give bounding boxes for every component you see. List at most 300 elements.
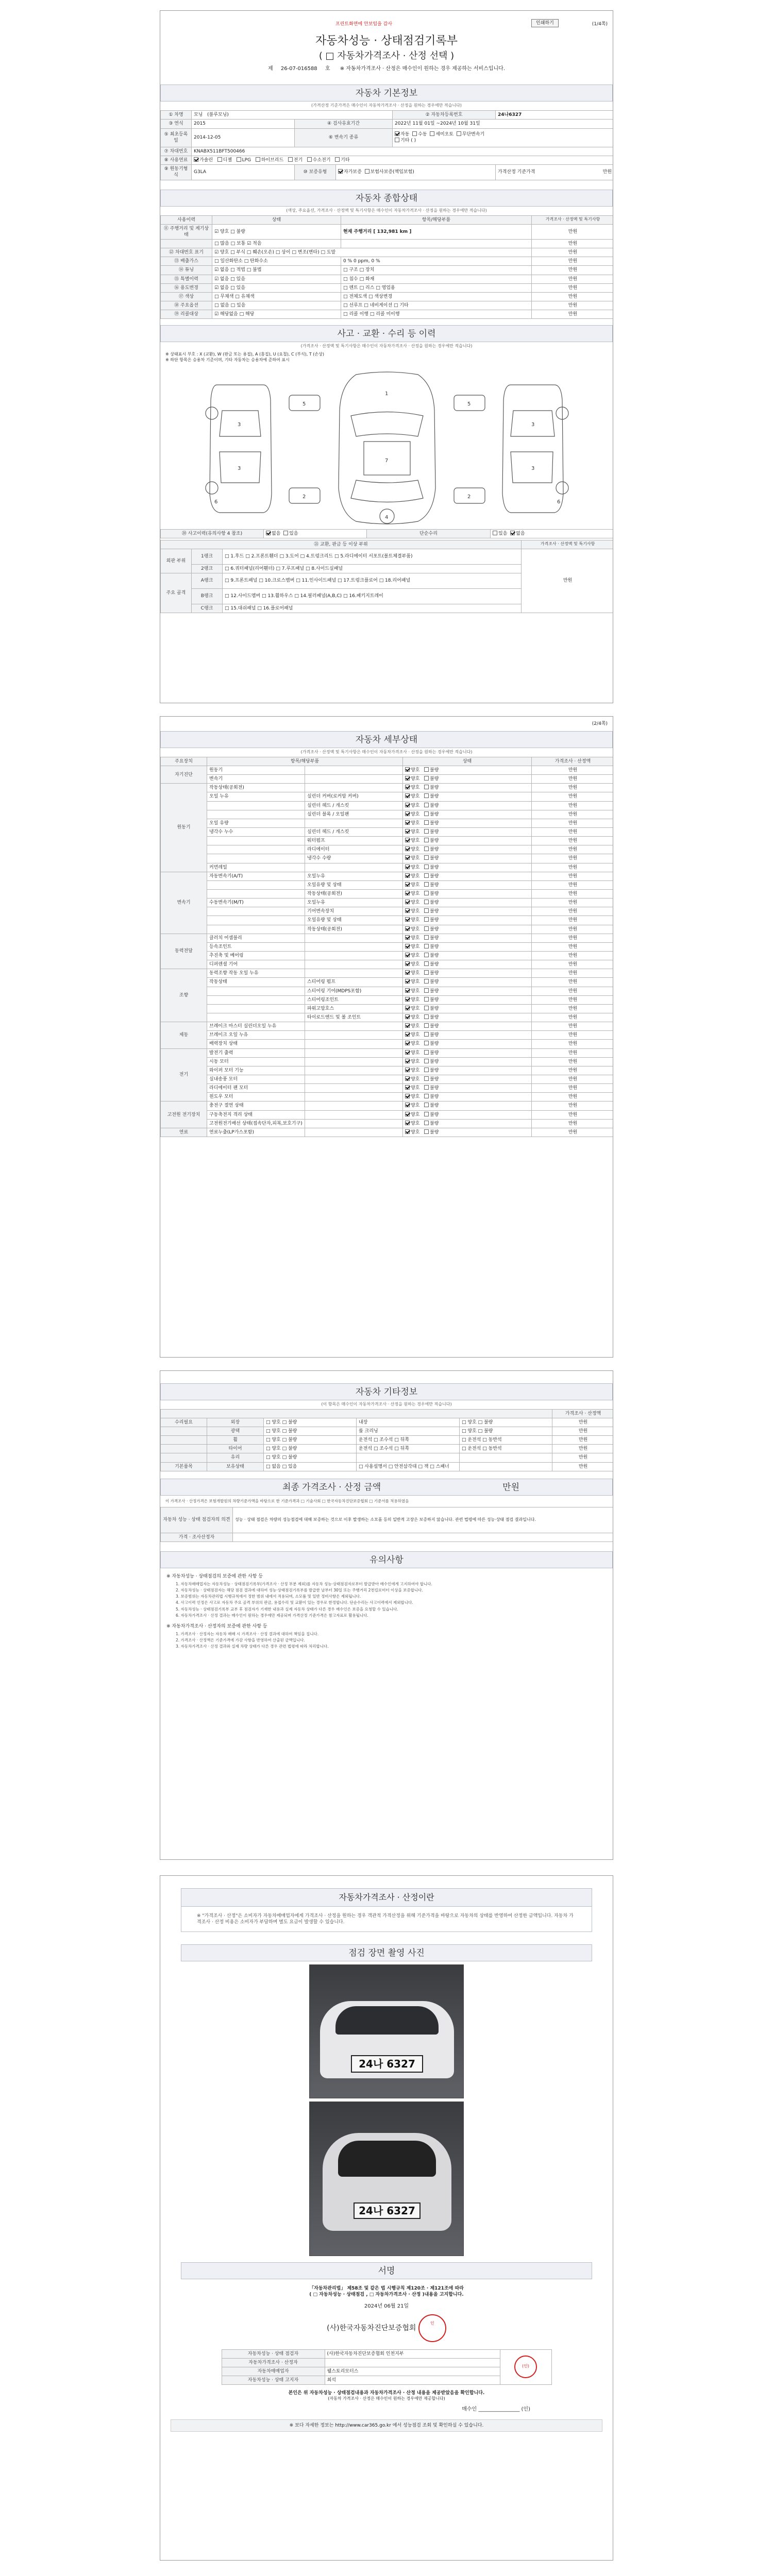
etc-cell: □ 없음 □ 있음	[264, 1462, 357, 1471]
detail-row	[161, 1110, 614, 1119]
etc-row	[161, 1462, 614, 1471]
overall-title: 자동차 종합상태	[160, 190, 613, 207]
detail-part: 스티어링 펌프	[305, 978, 403, 987]
detail-price: 만원	[532, 1093, 613, 1101]
col-state: 상태	[212, 215, 341, 224]
detail-row	[161, 837, 614, 845]
trans-options: 자동 수동 세미오토 무단변속기 기타 ( )	[393, 128, 613, 147]
etc-cell: □ 운전석 □ 동반석	[460, 1436, 552, 1445]
detail-item: 디퍼렌셜 기어	[207, 960, 305, 969]
detail-col-state: 상태	[403, 757, 532, 766]
basic-info-title: 자동차 기본정보	[160, 84, 613, 101]
detail-item: 자동변속기(A/T)	[207, 872, 305, 880]
detail-row	[161, 1031, 614, 1040]
detail-group-label: 제동	[161, 1022, 207, 1048]
row-vin-state: ☑ 양호 □ 부식 □ 훼손(오손) □ 상이 □ 변조(변타) □ 도말	[212, 248, 532, 257]
detail-state: 양호 불량	[403, 1128, 532, 1137]
detail-part: 타이로드엔드 및 볼 조인트	[305, 1013, 403, 1022]
reg-label: ② 자동차등록번호	[393, 111, 496, 120]
detail-state: 양호 불량	[403, 969, 532, 978]
etc-price: 만원	[552, 1427, 613, 1436]
svg-text:3: 3	[238, 421, 241, 428]
basic-info-sub: (가격산정 기준가격은 매수인이 자동차가격조사 · 산정을 원하는 경우에만 적습니다)	[311, 103, 462, 108]
rank-c-items: □ 15.대쉬패널 □ 16.플로어패널	[223, 604, 522, 613]
detail-price: 만원	[532, 1048, 613, 1057]
print-button[interactable]: 인쇄하기	[531, 19, 559, 27]
accident-table: ⑳ 사고이력(유의사항 4 참조) 없음 있음 단순수리 있음 없음	[160, 529, 613, 538]
etc-cell: 광택	[207, 1427, 264, 1436]
detail-row	[161, 916, 614, 925]
price-person-label: 가격 · 조사산정자	[161, 1533, 233, 1541]
dealer-name: 웰스토리모터스	[325, 2367, 500, 2376]
etc-cell	[161, 1427, 207, 1436]
etc-row	[161, 1436, 614, 1445]
detail-item: 냉각수 누수	[207, 828, 305, 837]
period-value: 2022년 11월 01일 ~2024년 10월 31일	[393, 120, 613, 128]
detail-item: 배력장치 상태	[207, 1040, 305, 1048]
detail-row	[161, 1119, 614, 1128]
etc-row	[161, 1453, 614, 1462]
detail-part	[305, 1093, 403, 1101]
detail-row	[161, 1093, 614, 1101]
warranty-options: 자가보증 보험사보증(책임보험)	[336, 164, 496, 180]
vin-value: KNABX511BFT500466	[192, 147, 614, 156]
detail-row	[161, 810, 614, 819]
etc-cell	[161, 1436, 207, 1445]
etc-cell: □ 양호 □ 불량	[264, 1418, 357, 1427]
notifier-name: 최석	[325, 2376, 500, 2384]
detail-price: 만원	[532, 1101, 613, 1110]
rank-1-items: □ 1.후드 □ 2.프론트휀더 □ 3.도어 □ 4.트렁크리드 □ 5.라디에이터 서포트(볼트체결부품)	[223, 549, 522, 564]
detail-price: 만원	[532, 1119, 613, 1128]
detail-part	[305, 1066, 403, 1075]
etc-cell	[460, 1462, 552, 1471]
car-name: 모닝	[194, 112, 203, 118]
detail-state: 양호 불량	[403, 766, 532, 775]
detail-item: 고전원전기배선 상태(접속단자,피복,보호기구)	[207, 1119, 305, 1128]
etc-cell: 유리	[207, 1453, 264, 1462]
bottom-notice: ※ 보다 자세한 정보는 http://www.car365.go.kr 에서 성능점검 조회 및 확인하실 수 있습니다.	[171, 2419, 602, 2432]
detail-row	[161, 889, 614, 898]
detail-item: 등속조인트	[207, 942, 305, 951]
detail-part	[305, 819, 403, 827]
caution-line: 1. 가격조사 · 산정자는 자동차 매매 시 가격조사 · 산정 결과에 대하여 책임을 집니다.	[176, 1631, 319, 1636]
detail-group-label: 조향	[161, 969, 207, 1022]
fuel-label: ⑧ 사용연료	[161, 156, 192, 164]
detail-group-label: 전기	[161, 1048, 207, 1101]
detail-price: 만원	[532, 845, 613, 854]
rank-b-items: □ 12.사이드멤버 □ 13.휠하우스 □ 14.필러패널(A,B,C) □ 16.패키지트레이	[223, 588, 522, 604]
detail-state: 양호 불량	[403, 810, 532, 819]
simple-repair-label: 단순수리	[367, 529, 491, 538]
detail-part	[305, 960, 403, 969]
opinion-table	[160, 1507, 613, 1542]
inspection-photo-rear	[309, 2102, 464, 2256]
detail-price: 만원	[532, 899, 613, 907]
opinion-label: 자동차 성능 · 상태 점검자의 의견	[161, 1507, 233, 1533]
detail-part	[305, 1119, 403, 1128]
detail-part: 냉각수 수량	[305, 854, 403, 863]
detail-price: 만원	[532, 1110, 613, 1119]
dealer-seal: (인)	[514, 2355, 537, 2378]
detail-part: 라디에이터	[305, 845, 403, 854]
detail-price: 만원	[532, 1022, 613, 1031]
detail-row	[161, 942, 614, 951]
confirm-text: 본인은 위 자동차성능 · 상태점검내용과 자동차가격조사 · 산정 내용을 제공받았음을 확인합니다.	[288, 2391, 485, 2396]
row-special-label: ⑮ 특별이력	[161, 275, 212, 283]
detail-price: 만원	[532, 775, 613, 784]
detail-group-label: 변속기	[161, 872, 207, 934]
detail-item	[207, 845, 305, 854]
svg-text:5: 5	[303, 401, 306, 407]
detail-item: 오일 유량	[207, 819, 305, 827]
detail-price: 만원	[532, 1128, 613, 1137]
detail-item: 작동상태(공회전)	[207, 784, 305, 792]
detail-col-price: 가격조사 · 산정액	[532, 757, 613, 766]
detail-item	[207, 987, 305, 995]
detail-row	[161, 801, 614, 810]
etc-cell: 내장	[357, 1418, 460, 1427]
trans-semi-check[interactable]	[430, 131, 434, 136]
doc-subtitle: ( □ 자동차가격조사 · 산정 선택 )	[318, 50, 455, 61]
detail-state: 양호 불량	[403, 951, 532, 960]
detail-part: 오일누유	[305, 872, 403, 880]
detail-row	[161, 863, 614, 872]
detail-item: 오일 누유	[207, 792, 305, 801]
detail-item: 브레이크 오일 누유	[207, 1031, 305, 1040]
detail-row	[161, 819, 614, 827]
detail-row	[161, 1084, 614, 1093]
detail-state: 양호 불량	[403, 1110, 532, 1119]
detail-part	[305, 1101, 403, 1110]
detail-state: 양호 불량	[403, 1084, 532, 1093]
svg-text:3: 3	[531, 421, 535, 428]
detail-part	[305, 775, 403, 784]
page-number-2: (2/4쪽)	[592, 721, 608, 726]
detail-part	[305, 784, 403, 792]
detail-item: 연료누출(LP가스포함)	[207, 1128, 305, 1137]
doc-notice: ※ 자동차가격조사 · 산정은 매수인이 원하는 경우 제공하는 서비스입니다.	[340, 65, 506, 72]
detail-price: 만원	[532, 1066, 613, 1075]
accident-sub: (가격조사 · 산정액 및 특기사항은 매수인이 자동차가격조사 · 산정을 원하는 경우에만 적습니다)	[300, 344, 473, 349]
row-color-label: ⑰ 색상	[161, 292, 212, 301]
detail-state: 양호 불량	[403, 1075, 532, 1083]
car-diagram	[160, 364, 613, 529]
row-emission-detail: 0 % 0 ppm, 0 %	[341, 257, 532, 266]
etc-cell: 운전석 □ 조수석 □ 뒤쪽	[357, 1436, 460, 1445]
detail-state: 양호 불량	[403, 792, 532, 801]
row-odo-label: ⑪ 주행거리 및 계기상태	[161, 224, 212, 239]
detail-item: 발전기 출력	[207, 1048, 305, 1057]
detail-state: 양호 불량	[403, 775, 532, 784]
etc-cell: □ 운전석 □ 동반석	[460, 1445, 552, 1453]
detail-part: 기어변속장치	[305, 907, 403, 916]
about-box	[181, 1888, 592, 1932]
row-odo-state: ☑ 양호 □ 불량	[212, 224, 341, 239]
detail-price: 만원	[532, 907, 613, 916]
detail-row	[161, 978, 614, 987]
detail-row	[161, 775, 614, 784]
detail-row	[161, 828, 614, 837]
detail-part: 스티어링 기어(MDPS포함)	[305, 987, 403, 995]
detail-item	[207, 889, 305, 898]
detail-item: 윈도우 모터	[207, 1093, 305, 1101]
final-title: 최종 가격조사 · 산정 금액 만원	[160, 1479, 613, 1496]
detail-col-item: 항목/해당부품	[207, 757, 403, 766]
row-odo-price: 만원	[532, 224, 614, 239]
issuer-row: (사)한국자동차진단보증협회 인	[160, 2314, 613, 2342]
sign-law2: ( □ 자동차성능 · 상태점검 , □ 자동차가격조사 · 산정 )내용을 고지합니다.	[309, 2292, 464, 2297]
accident-notes: ※ 상태표시 부호 : X (교환), W (판금 또는 용접), A (흠집), U (요철), C (부식), T (손상) ※ 하단 항목은 승용차 기준이며, 기타 자동차는 승용차에 준하여 표시	[165, 351, 325, 362]
detail-state: 양호 불량	[403, 1031, 532, 1040]
doc-title: 자동차성능 · 상태점검기록부	[315, 35, 458, 47]
detail-state: 양호 불량	[403, 1013, 532, 1022]
row-option-label: ⑱ 주요옵션	[161, 301, 212, 310]
detail-state: 양호 불량	[403, 872, 532, 880]
overall-sub: (색상, 주요옵션, 가격조사 · 산정액 및 특기사항은 매수인이 자동차가격조사 · 산정을 원하는 경우에만 적습니다)	[286, 208, 487, 213]
detail-col-main: 주요장치	[161, 757, 207, 766]
page-4	[160, 1875, 613, 2561]
detail-state: 양호 불량	[403, 1101, 532, 1110]
etc-cell: □ 양호 □ 불량	[264, 1445, 357, 1453]
detail-item: 와이퍼 모터 기능	[207, 1066, 305, 1075]
detail-row	[161, 899, 614, 907]
detail-state: 양호 불량	[403, 801, 532, 810]
detail-price: 만원	[532, 854, 613, 863]
detail-price: 만원	[532, 925, 613, 934]
caution-line: 6. 자동차가격조사 · 산정 결과는 매수인이 원하는 경우에만 제공되며 가격산정 기준가격은 참고자료로 활용됩니다.	[176, 1613, 368, 1618]
vin-label: ⑦ 차대번호	[161, 147, 192, 156]
detail-part	[305, 1110, 403, 1119]
plate-rear: 24나 6327	[354, 2202, 421, 2219]
detail-part	[305, 1031, 403, 1040]
plate-front: 24나 6327	[351, 2055, 423, 2073]
detail-group-label: 고전원 전기장치	[161, 1101, 207, 1128]
etc-cell: □ 사용설명서 □ 안전삼각대 □ 잭 □ 스패너	[357, 1462, 460, 1471]
etc-price: 만원	[552, 1462, 613, 1471]
detail-table	[160, 757, 613, 1137]
detail-item	[207, 854, 305, 863]
detail-item: 수동변속기(M/T)	[207, 899, 305, 907]
period-label: ④ 검사유효기간	[295, 120, 393, 128]
row-option-state: □ 없음 □ 있음	[212, 301, 341, 310]
row-odo-state2: □ 많음 □ 보통 ☑ 적음	[212, 239, 341, 248]
row-emission-state: □ 일산화탄소 □ 탄화수소	[212, 257, 341, 266]
sign-title: 서명	[181, 2262, 592, 2279]
etc-cell: 수리필요	[161, 1418, 207, 1427]
frame-label: 주요 골격	[161, 573, 192, 613]
detail-state: 양호 불량	[403, 907, 532, 916]
etc-row	[161, 1445, 614, 1453]
trans-label: ⑥ 변속기 종류	[295, 128, 393, 147]
caution-body: ※ 자동차성능 · 상태점검의 보증에 관한 사항 등 1. 자동차매매업자는 자동차성능 · 상태점검기록부(가격조사 · 산정 부분 제외)를 자동차 성능·상태점검자로부터 발급받아 매수인에게 고지하여야 합니다. 2. 자동차성능 · 상태점검자는 해당 점검 결과에 대하여 성능·상태점검기록부를 발급한 날부터 30일 또는 주행거리 2천킬로미터 이상을 보증합니다. 3. 보증범위는 자동차관리법 시행규칙에서 정한 범위 내에서 적용되며, 소모품 및 일반 정비사항은 제외됩니다. 4. 사고이력 인정은 사고로 자동차 주요 골격 부위의 판금, 용접수리 및 교환이 있는 경우로 한정합니다. 단순수리는 사고이력에서 제외합니다. 5. 자동차성능 · 상태점검기록부 교부 후 점검자가 기재한 내용과 실제 자동차 상태가 다른 경우 매수인은 보증을 요청할 수 있습니다. 6. 자동차가격조사 · 산정 결과는 매수인이 원하는 경우에만 제공되며 가격산정 기준가격은 참고자료로 활용됩니다. ※ 자동차가격조사 · 산정자의 보증에 관한 사항 등 1. 가격조사 · 산정자는 자동차 매매 시 가격조사 · 산정 결과에 대하여 책임을 집니다. 2. 가격조사 · 산정액은 기준가격에 가감 사항을 반영하여 산출된 금액입니다. 3. 자동차가격조사 · 산정 결과와 실제 차량 상태가 다른 경우 관련 법령에 따라 처리합니다.	[160, 1568, 613, 1653]
caution-line: 2. 가격조사 · 산정액은 기준가격에 가감 사항을 반영하여 산출된 금액입니다.	[176, 1638, 305, 1643]
opinion-value: 성능 · 상태 점검은 차량의 성능점검에 대해 보증하는 것으로 이후 발생하는 소모품 등의 일반적 고장은 보증하지 않습니다. 관련 법령에 따른 성능·상태 점검 결과입니다.	[233, 1507, 614, 1533]
detail-state: 양호 불량	[403, 880, 532, 889]
car-name-detail: (블루모닝)	[207, 112, 229, 118]
detail-price: 만원	[532, 934, 613, 942]
detail-state: 양호 불량	[403, 837, 532, 845]
detail-price: 만원	[532, 872, 613, 880]
detail-row	[161, 1004, 614, 1013]
detail-price: 만원	[532, 766, 613, 775]
doc-ho: 호	[325, 65, 330, 72]
first-reg-label: ⑤ 최초등록일	[161, 128, 192, 147]
row-color-state: □ 무채색 □ 유채색	[212, 292, 341, 301]
detail-title: 자동차 세부상태	[160, 731, 613, 748]
detail-row	[161, 1075, 614, 1083]
detail-price: 만원	[532, 978, 613, 987]
detail-price: 만원	[532, 880, 613, 889]
detail-item	[207, 801, 305, 810]
trans-etc-check[interactable]	[395, 138, 399, 142]
accident-title: 사고 · 교환 · 수리 등 이력	[160, 325, 613, 342]
detail-item: 추진축 및 베어링	[207, 951, 305, 960]
fuel-gasoline-check[interactable]	[194, 157, 198, 162]
year-label: ③ 연식	[161, 120, 192, 128]
etc-row	[161, 1418, 614, 1427]
detail-row	[161, 1101, 614, 1110]
page-2	[160, 716, 613, 1358]
detail-row	[161, 1022, 614, 1031]
detail-part	[305, 1084, 403, 1093]
detail-item: 브레이크 마스터 실린더오일 누유	[207, 1022, 305, 1031]
detail-part: 작동상태(공회전)	[305, 925, 403, 934]
detail-price: 만원	[532, 1057, 613, 1066]
svg-text:1: 1	[385, 391, 389, 397]
trans-manual-check[interactable]	[412, 131, 417, 136]
detail-item: 구동축전지 격리 상태	[207, 1110, 305, 1119]
part-price-header: 가격조사 · 산정액 및 특기사항	[522, 540, 613, 549]
detail-part	[305, 1048, 403, 1057]
detail-row	[161, 784, 614, 792]
trans-cvt-check[interactable]	[457, 131, 461, 136]
detail-state: 양호 불량	[403, 925, 532, 934]
detail-part	[305, 1128, 403, 1137]
detail-price: 만원	[532, 1031, 613, 1040]
detail-price: 만원	[532, 1040, 613, 1048]
etc-row	[161, 1427, 614, 1436]
row-odo-detail: 현재 주행거리 [ 132,981 km ]	[341, 224, 532, 239]
detail-price: 만원	[532, 995, 613, 1004]
detail-state: 양호 불량	[403, 916, 532, 925]
detail-part: 오일누유	[305, 899, 403, 907]
etc-cell: □ 양호 □ 불량	[264, 1436, 357, 1445]
detail-part	[305, 1075, 403, 1083]
detail-item	[207, 1004, 305, 1013]
detail-item	[207, 916, 305, 925]
detail-row	[161, 934, 614, 942]
detail-part: 파워고압호스	[305, 1004, 403, 1013]
detail-row	[161, 792, 614, 801]
detail-price: 만원	[532, 969, 613, 978]
detail-row	[161, 880, 614, 889]
final-note: 이 가격조사 · 산정가격은 보험개발원의 차량기준가액을 바탕으로 한 기준가격과 □ 기술사회 □ 한국자동차진단보증협회 □ 기준서를 적용하였음	[165, 1498, 409, 1503]
confirm-sub: (자동차 가격조사 · 산정은 매수인이 원하는 경우에만 제공합니다)	[328, 2396, 445, 2401]
engine-label: ⑨ 원동기형식	[161, 164, 192, 180]
etc-table	[160, 1409, 613, 1471]
etc-cell: 휠	[207, 1436, 264, 1445]
part-header: ㉑ 교환, 판금 등 이상 부위	[161, 540, 522, 549]
detail-state: 양호 불량	[403, 819, 532, 827]
svg-text:5: 5	[467, 401, 471, 407]
about-title: 자동차가격조사 · 산정이란	[181, 1889, 592, 1907]
row-usage-label: ⑯ 용도변경	[161, 283, 212, 292]
doc-no-value: 26-07-016588	[280, 65, 317, 72]
detail-state: 양호 불량	[403, 828, 532, 837]
etc-price: 만원	[552, 1453, 613, 1462]
svg-text:3: 3	[238, 465, 241, 471]
etc-cell	[460, 1453, 552, 1462]
detail-state: 양호 불량	[403, 978, 532, 987]
detail-price: 만원	[532, 810, 613, 819]
detail-price: 만원	[532, 942, 613, 951]
detail-item: 커먼레일	[207, 863, 305, 872]
detail-part	[305, 1057, 403, 1066]
svg-text:2: 2	[303, 494, 306, 500]
caution-line: 4. 사고이력 인정은 사고로 자동차 주요 골격 부위의 판금, 용접수리 및 교환이 있는 경우로 한정합니다. 단순수리는 사고이력에서 제외합니다.	[176, 1600, 413, 1605]
detail-item: 라디에이터 팬 모터	[207, 1084, 305, 1093]
detail-price: 만원	[532, 1004, 613, 1013]
warranty-label: ⑩ 보증유형	[295, 164, 336, 180]
detail-part: 스티어링조인트	[305, 995, 403, 1004]
row-recall-state: ☑ 해당없음 □ 해당	[212, 310, 341, 319]
detail-item: 동력조향 작동 오일 누유	[207, 969, 305, 978]
detail-price: 만원	[532, 960, 613, 969]
svg-text:6: 6	[214, 499, 218, 505]
svg-text:7: 7	[385, 457, 389, 464]
detail-row	[161, 845, 614, 854]
engine-value: G3LA	[192, 164, 295, 180]
detail-state: 양호 불량	[403, 1093, 532, 1101]
rank-a-items: □ 9.프론트패널 □ 10.크로스멤버 □ 11.인사이드패널 □ 17.트렁크플로어 □ 18.리어패널	[223, 573, 522, 588]
detail-row	[161, 1040, 614, 1048]
col-item: 사용이력	[161, 215, 212, 224]
detail-part: 실린더 헤드 / 개스킷	[305, 801, 403, 810]
detail-part: 실린더 블록 / 오일팬	[305, 810, 403, 819]
detail-state: 양호 불량	[403, 784, 532, 792]
trans-auto-check[interactable]	[395, 131, 399, 136]
detail-state: 양호 불량	[403, 960, 532, 969]
detail-row	[161, 969, 614, 978]
detail-part	[305, 969, 403, 978]
row-recall-label: ⑲ 리콜대상	[161, 310, 212, 319]
issuer-stamp: 인	[418, 2314, 446, 2342]
etc-col-price: 가격조사 · 산정액	[552, 1409, 613, 1418]
detail-price: 만원	[532, 951, 613, 960]
detail-part: 실린더 커버(로커암 커버)	[305, 792, 403, 801]
detail-price: 만원	[532, 1075, 613, 1083]
detail-price: 만원	[532, 819, 613, 827]
detail-state: 양호 불량	[403, 899, 532, 907]
caution-line: 3. 보증범위는 자동차관리법 시행규칙에서 정한 범위 내에서 적용되며, 소모품 및 일반 정비사항은 제외됩니다.	[176, 1594, 361, 1599]
detail-price: 만원	[532, 828, 613, 837]
inspector-name: (사)한국자동차진단보증협회 인천지부	[325, 2349, 500, 2358]
detail-sub: (가격조사 · 산정액 및 특기사항은 매수인이 자동차가격조사 · 산정을 원하는 경우에만 적습니다)	[300, 750, 473, 755]
etc-cell: 타이어	[207, 1445, 264, 1453]
detail-state: 양호 불량	[403, 1040, 532, 1048]
etc-cell: 외장	[207, 1418, 264, 1427]
detail-row	[161, 951, 614, 960]
sign-law: 「자동차관리법」 제58조 및 같은 법 시행규칙 제120조 · 제121조에 따라	[309, 2285, 464, 2291]
doc-no-label: 제	[267, 65, 273, 72]
svg-text:4: 4	[385, 514, 389, 520]
detail-item	[207, 1013, 305, 1022]
detail-part	[305, 934, 403, 942]
svg-text:2: 2	[467, 494, 471, 500]
detail-group-label: 원동기	[161, 784, 207, 872]
page-number: (1/4쪽)	[592, 22, 608, 27]
